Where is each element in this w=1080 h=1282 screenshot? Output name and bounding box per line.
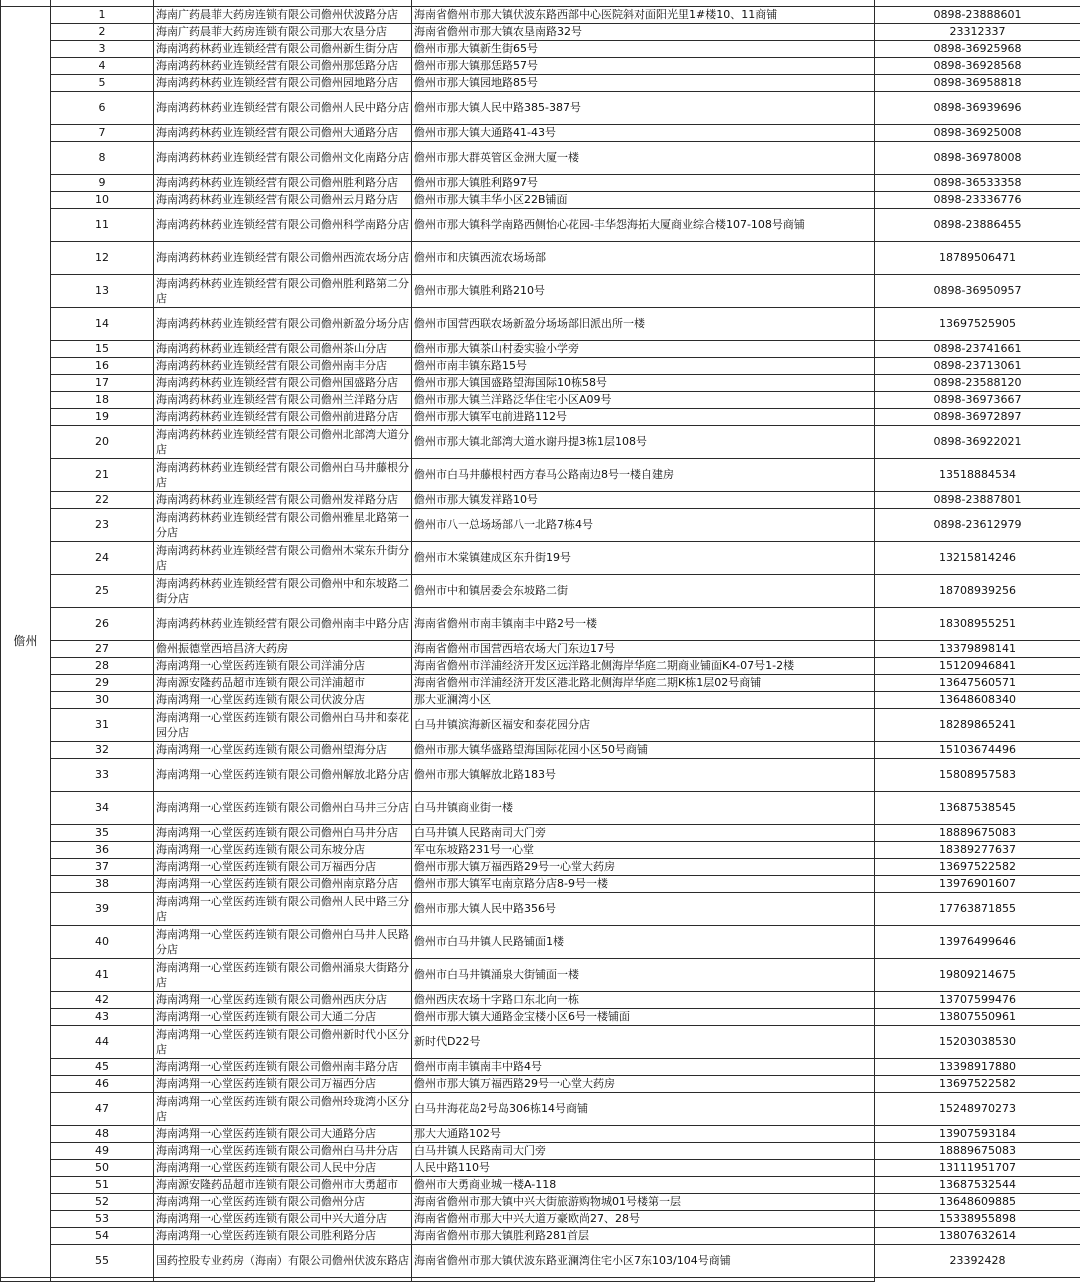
store-name-cell: 海南鸿翔一心堂医药连锁有限公司儋州望海分店 xyxy=(154,741,412,758)
store-name-cell: 海南广药晨菲大药房连锁有限公司儋州伏波路分店 xyxy=(154,6,412,23)
table-row xyxy=(1,925,1080,958)
store-number-cell: 37 xyxy=(51,858,154,875)
store-number-cell: 9 xyxy=(51,174,154,191)
store-address-cell: 儋州市那大镇解放北路183号 xyxy=(412,758,875,791)
store-phone-cell: 0898-36928568 xyxy=(875,57,1080,74)
table-row xyxy=(1,374,1080,391)
store-address-cell: 人民中路110号 xyxy=(412,1159,875,1176)
table-row xyxy=(1,991,1080,1008)
store-number-cell: 42 xyxy=(51,991,154,1008)
store-address-cell: 儋州市那大镇茶山村委实验小学旁 xyxy=(412,340,875,357)
store-phone-cell: 13697525905 xyxy=(875,307,1080,340)
table-row xyxy=(1,758,1080,791)
table-row xyxy=(1,541,1080,574)
store-number-cell: 4 xyxy=(51,57,154,74)
store-phone-cell: 13907593184 xyxy=(875,1125,1080,1142)
store-address-cell: 海南省儋州市洋浦经济开发区港北路北侧海岸华庭二期K栋1层02号商铺 xyxy=(412,674,875,691)
store-name-cell: 海南鸿翔一心堂医药连锁有限公司万福西分店 xyxy=(154,1075,412,1092)
store-phone-cell: 0898-36973667 xyxy=(875,391,1080,408)
table-row xyxy=(1,1142,1080,1159)
store-phone-cell: 13111951707 xyxy=(875,1159,1080,1176)
store-address-cell: 海南省儋州市那大镇伏波东路西部中心医院斜对面阳光里1#楼10、11商铺 xyxy=(412,6,875,23)
store-name-cell: 海南鸿翔一心堂医药连锁有限公司儋州白马井分店 xyxy=(154,1142,412,1159)
store-address-cell: 儋州市那大镇新生街65号 xyxy=(412,40,875,57)
store-name-cell: 海南鸿药林药业连锁经营有限公司儋州兰洋路分店 xyxy=(154,391,412,408)
store-address-cell: 海南省儋州市南丰镇南丰中路2号一楼 xyxy=(412,607,875,640)
table-row xyxy=(1,841,1080,858)
table-row xyxy=(1,858,1080,875)
store-phone-cell: 0898-23888601 xyxy=(875,6,1080,23)
store-phone-cell: 13215814246 xyxy=(875,541,1080,574)
table-row xyxy=(1,657,1080,674)
store-address-cell: 儋州市那大镇军屯南京路分店8-9号一楼 xyxy=(412,875,875,892)
empty-cell xyxy=(154,1277,412,1281)
store-phone-cell: 0898-23886455 xyxy=(875,208,1080,241)
table-row xyxy=(1,1092,1080,1125)
store-name-cell: 海南鸿药林药业连锁经营有限公司儋州前进路分店 xyxy=(154,408,412,425)
table-row xyxy=(1,408,1080,425)
store-phone-cell: 13707599476 xyxy=(875,991,1080,1008)
store-number-cell: 5 xyxy=(51,74,154,91)
table-row-bottom-cut xyxy=(1,1277,1080,1281)
table-row xyxy=(1,458,1080,491)
store-number-cell: 15 xyxy=(51,340,154,357)
store-name-cell: 海南鸿翔一心堂医药连锁有限公司儋州玲珑湾小区分店 xyxy=(154,1092,412,1125)
store-number-cell: 8 xyxy=(51,141,154,174)
store-name-cell: 海南鸿药林药业连锁经营有限公司儋州新盈分场分店 xyxy=(154,307,412,340)
store-phone-cell: 15808957583 xyxy=(875,758,1080,791)
store-number-cell: 13 xyxy=(51,274,154,307)
store-number-cell: 33 xyxy=(51,758,154,791)
store-number-cell: 44 xyxy=(51,1025,154,1058)
table-row xyxy=(1,124,1080,141)
store-phone-cell: 18889675083 xyxy=(875,824,1080,841)
store-number-cell: 29 xyxy=(51,674,154,691)
store-name-cell: 海南鸿翔一心堂医药连锁有限公司儋州新时代小区分店 xyxy=(154,1025,412,1058)
store-address-cell: 儋州市和庆镇西流农场场部 xyxy=(412,241,875,274)
store-number-cell: 12 xyxy=(51,241,154,274)
store-name-cell: 海南鸿翔一心堂医药连锁有限公司儋州白马井和泰花园分店 xyxy=(154,708,412,741)
store-address-cell: 儋州市白马井镇人民路铺面1楼 xyxy=(412,925,875,958)
store-name-cell: 儋州振德堂西培昌济大药房 xyxy=(154,640,412,657)
table-row xyxy=(1,1025,1080,1058)
store-number-cell: 55 xyxy=(51,1244,154,1277)
store-name-cell: 海南鸿翔一心堂医药连锁有限公司洋浦分店 xyxy=(154,657,412,674)
table-row xyxy=(1,174,1080,191)
store-name-cell: 海南鸿药林药业连锁经营有限公司儋州新生街分店 xyxy=(154,40,412,57)
store-address-cell: 海南省儋州市洋浦经济开发区远洋路北侧海岸华庭二期商业铺面K4-07号1-2楼 xyxy=(412,657,875,674)
table-row xyxy=(1,640,1080,657)
store-name-cell: 海南鸿翔一心堂医药连锁有限公司儋州分店 xyxy=(154,1193,412,1210)
store-number-cell: 49 xyxy=(51,1142,154,1159)
store-number-cell: 7 xyxy=(51,124,154,141)
store-number-cell: 2 xyxy=(51,23,154,40)
table-row xyxy=(1,674,1080,691)
store-name-cell: 海南鸿翔一心堂医药连锁有限公司大通路分店 xyxy=(154,1125,412,1142)
store-address-cell: 海南省儋州市国营西培农场大门东边17号 xyxy=(412,640,875,657)
store-phone-cell: 13697522582 xyxy=(875,1075,1080,1092)
store-number-cell: 38 xyxy=(51,875,154,892)
store-address-cell: 海南省儋州市那大镇中兴大街旅游购物城01号楼第一层 xyxy=(412,1193,875,1210)
store-phone-cell: 13648609885 xyxy=(875,1193,1080,1210)
store-number-cell: 27 xyxy=(51,640,154,657)
store-phone-cell: 13976499646 xyxy=(875,925,1080,958)
table-row xyxy=(1,307,1080,340)
store-number-cell: 14 xyxy=(51,307,154,340)
store-address-cell: 儋州市那大群英管区金洲大厦一楼 xyxy=(412,141,875,174)
store-phone-cell: 15338955898 xyxy=(875,1210,1080,1227)
store-address-cell: 儋州市那大镇万福西路29号一心堂大药房 xyxy=(412,858,875,875)
store-name-cell: 海南源安隆药品超市连锁有限公司洋浦超市 xyxy=(154,674,412,691)
table-row xyxy=(1,1008,1080,1025)
table-row xyxy=(1,875,1080,892)
store-phone-cell: 13398917880 xyxy=(875,1058,1080,1075)
store-phone-cell: 23392428 xyxy=(875,1244,1080,1277)
store-number-cell: 22 xyxy=(51,491,154,508)
store-number-cell: 16 xyxy=(51,357,154,374)
table-row xyxy=(1,391,1080,408)
store-address-cell: 儋州市八一总场场部八一北路7栋4号 xyxy=(412,508,875,541)
store-address-cell: 儋州市木棠镇建成区东升街19号 xyxy=(412,541,875,574)
store-phone-cell: 13518884534 xyxy=(875,458,1080,491)
store-name-cell: 海南鸿翔一心堂医药连锁有限公司儋州涌泉大街路分店 xyxy=(154,958,412,991)
store-address-cell: 海南省儋州市那大镇农垦南路32号 xyxy=(412,23,875,40)
store-name-cell: 海南鸿翔一心堂医药连锁有限公司儋州南京路分店 xyxy=(154,875,412,892)
table-row xyxy=(1,1125,1080,1142)
table-row xyxy=(1,607,1080,640)
store-phone-cell: 18789506471 xyxy=(875,241,1080,274)
store-phone-cell: 18889675083 xyxy=(875,1142,1080,1159)
store-number-cell: 52 xyxy=(51,1193,154,1210)
table-row xyxy=(1,574,1080,607)
store-phone-cell: 0898-23588120 xyxy=(875,374,1080,391)
store-address-cell: 儋州西庆农场十字路口东北向一栋 xyxy=(412,991,875,1008)
store-phone-cell: 0898-23612979 xyxy=(875,508,1080,541)
store-name-cell: 海南鸿药林药业连锁经营有限公司儋州文化南路分店 xyxy=(154,141,412,174)
store-name-cell: 海南鸿药林药业连锁经营有限公司儋州北部湾大道分店 xyxy=(154,425,412,458)
store-phone-cell: 0898-36950957 xyxy=(875,274,1080,307)
store-number-cell: 39 xyxy=(51,892,154,925)
store-number-cell: 34 xyxy=(51,791,154,824)
store-number-cell: 3 xyxy=(51,40,154,57)
store-address-cell: 儋州市国营西联农场新盈分场场部旧派出所一楼 xyxy=(412,307,875,340)
store-address-cell: 儋州市那大镇园地路85号 xyxy=(412,74,875,91)
table-row xyxy=(1,357,1080,374)
store-name-cell: 海南鸿药林药业连锁经营有限公司儋州大通路分店 xyxy=(154,124,412,141)
store-number-cell: 10 xyxy=(51,191,154,208)
empty-cell xyxy=(412,1277,875,1281)
store-phone-cell: 0898-36972897 xyxy=(875,408,1080,425)
table-row xyxy=(1,892,1080,925)
store-phone-cell: 18389277637 xyxy=(875,841,1080,858)
table-row xyxy=(1,191,1080,208)
store-number-cell: 43 xyxy=(51,1008,154,1025)
table-row xyxy=(1,1075,1080,1092)
store-phone-cell: 13807550961 xyxy=(875,1008,1080,1025)
store-phone-cell: 13976901607 xyxy=(875,875,1080,892)
table-row xyxy=(1,208,1080,241)
table-row xyxy=(1,1159,1080,1176)
store-address-cell: 那大亚澜湾小区 xyxy=(412,691,875,708)
table-row xyxy=(1,241,1080,274)
store-number-cell: 47 xyxy=(51,1092,154,1125)
store-phone-cell: 15203038530 xyxy=(875,1025,1080,1058)
store-name-cell: 海南鸿翔一心堂医药连锁有限公司胜利路分店 xyxy=(154,1227,412,1244)
store-phone-cell: 15248970273 xyxy=(875,1092,1080,1125)
store-name-cell: 海南鸿药林药业连锁经营有限公司儋州木棠东升街分店 xyxy=(154,541,412,574)
store-name-cell: 海南鸿翔一心堂医药连锁有限公司儋州解放北路分店 xyxy=(154,758,412,791)
table-row xyxy=(1,1058,1080,1075)
store-name-cell: 海南鸿翔一心堂医药连锁有限公司伏波分店 xyxy=(154,691,412,708)
store-phone-cell: 13379898141 xyxy=(875,640,1080,657)
store-address-cell: 儋州市那大镇华盛路望海国际花园小区50号商铺 xyxy=(412,741,875,758)
store-address-cell: 儋州市那大镇胜利路97号 xyxy=(412,174,875,191)
store-phone-cell: 0898-23336776 xyxy=(875,191,1080,208)
store-name-cell: 海南鸿翔一心堂医药连锁有限公司人民中分店 xyxy=(154,1159,412,1176)
store-phone-cell: 13697522582 xyxy=(875,858,1080,875)
table-row xyxy=(1,1227,1080,1244)
store-name-cell: 海南鸿翔一心堂医药连锁有限公司儋州白马井三分店 xyxy=(154,791,412,824)
store-address-cell: 儋州市那大镇那恁路57号 xyxy=(412,57,875,74)
store-number-cell: 28 xyxy=(51,657,154,674)
store-phone-cell: 13807632614 xyxy=(875,1227,1080,1244)
store-name-cell: 海南鸿药林药业连锁经营有限公司儋州胜利路第二分店 xyxy=(154,274,412,307)
store-address-cell: 儋州市大勇商业城一楼A-118 xyxy=(412,1176,875,1193)
store-address-cell: 那大大通路102号 xyxy=(412,1125,875,1142)
store-number-cell: 54 xyxy=(51,1227,154,1244)
table-row xyxy=(1,791,1080,824)
store-name-cell: 海南鸿药林药业连锁经营有限公司儋州白马井藤根分店 xyxy=(154,458,412,491)
store-phone-cell: 0898-23741661 xyxy=(875,340,1080,357)
store-address-cell: 儋州市那大镇大通路金宝楼小区6号一楼铺面 xyxy=(412,1008,875,1025)
table-row xyxy=(1,141,1080,174)
store-name-cell: 海南鸿翔一心堂医药连锁有限公司儋州白马井人民路分店 xyxy=(154,925,412,958)
store-address-cell: 军屯东坡路231号一心堂 xyxy=(412,841,875,858)
store-address-cell: 白马井海花岛2号岛306栋14号商铺 xyxy=(412,1092,875,1125)
store-address-cell: 儋州市那大镇胜利路210号 xyxy=(412,274,875,307)
store-phone-cell: 23312337 xyxy=(875,23,1080,40)
store-number-cell: 20 xyxy=(51,425,154,458)
store-number-cell: 46 xyxy=(51,1075,154,1092)
store-address-cell: 儋州市南丰镇南丰中路4号 xyxy=(412,1058,875,1075)
empty-cell xyxy=(1,1277,51,1281)
store-address-cell: 儋州市南丰镇东路15号 xyxy=(412,357,875,374)
store-name-cell: 海南鸿翔一心堂医药连锁有限公司儋州西庆分店 xyxy=(154,991,412,1008)
store-address-cell: 海南省儋州市那大中兴大道万豪欧尚27、28号 xyxy=(412,1210,875,1227)
store-number-cell: 26 xyxy=(51,607,154,640)
store-number-cell: 53 xyxy=(51,1210,154,1227)
store-phone-cell: 0898-23887801 xyxy=(875,491,1080,508)
store-address-cell: 儋州市那大镇人民中路385-387号 xyxy=(412,91,875,124)
store-number-cell: 25 xyxy=(51,574,154,607)
store-name-cell: 海南鸿药林药业连锁经营有限公司儋州人民中路分店 xyxy=(154,91,412,124)
store-phone-cell: 0898-36922021 xyxy=(875,425,1080,458)
store-number-cell: 24 xyxy=(51,541,154,574)
store-name-cell: 海南鸿药林药业连锁经营有限公司儋州云月路分店 xyxy=(154,191,412,208)
store-name-cell: 海南鸿药林药业连锁经营有限公司儋州科学南路分店 xyxy=(154,208,412,241)
store-phone-cell: 15120946841 xyxy=(875,657,1080,674)
store-name-cell: 海南广药晨菲大药房连锁有限公司那大农垦分店 xyxy=(154,23,412,40)
table-row xyxy=(1,23,1080,40)
store-phone-cell: 13687532544 xyxy=(875,1176,1080,1193)
store-number-cell: 17 xyxy=(51,374,154,391)
store-address-cell: 儋州市白马井藤根村西方春马公路南边8号一楼自建房 xyxy=(412,458,875,491)
store-address-cell: 儋州市中和镇居委会东坡路二街 xyxy=(412,574,875,607)
store-address-cell: 儋州市那大镇丰华小区22B铺面 xyxy=(412,191,875,208)
table-row xyxy=(1,741,1080,758)
store-phone-cell: 13647560571 xyxy=(875,674,1080,691)
store-name-cell: 海南鸿药林药业连锁经营有限公司儋州发祥路分店 xyxy=(154,491,412,508)
store-address-cell: 儋州市那大镇万福西路29号一心堂大药房 xyxy=(412,1075,875,1092)
store-number-cell: 18 xyxy=(51,391,154,408)
store-name-cell: 海南鸿翔一心堂医药连锁有限公司东坡分店 xyxy=(154,841,412,858)
table-row xyxy=(1,708,1080,741)
store-phone-cell: 0898-36978008 xyxy=(875,141,1080,174)
store-address-cell: 儋州市那大镇国盛路望海国际10栋58号 xyxy=(412,374,875,391)
store-phone-cell: 0898-36958818 xyxy=(875,74,1080,91)
store-number-cell: 19 xyxy=(51,408,154,425)
store-address-cell: 儋州市那大镇北部湾大道水谢丹提3栋1层108号 xyxy=(412,425,875,458)
store-phone-cell: 15103674496 xyxy=(875,741,1080,758)
store-name-cell: 国药控股专业药房（海南）有限公司儋州伏波东路店 xyxy=(154,1244,412,1277)
store-address-cell: 儋州市那大镇军屯前进路112号 xyxy=(412,408,875,425)
store-name-cell: 海南鸿翔一心堂医药连锁有限公司大通二分店 xyxy=(154,1008,412,1025)
table-row xyxy=(1,57,1080,74)
store-number-cell: 45 xyxy=(51,1058,154,1075)
store-number-cell: 41 xyxy=(51,958,154,991)
table-row xyxy=(1,40,1080,57)
store-number-cell: 35 xyxy=(51,824,154,841)
table-row xyxy=(1,425,1080,458)
store-number-cell: 6 xyxy=(51,91,154,124)
store-address-cell: 白马井镇商业街一楼 xyxy=(412,791,875,824)
store-name-cell: 海南鸿药林药业连锁经营有限公司儋州中和东坡路二街分店 xyxy=(154,574,412,607)
store-number-cell: 21 xyxy=(51,458,154,491)
store-address-cell: 海南省儋州市那大镇胜利路281首层 xyxy=(412,1227,875,1244)
store-address-cell: 儋州市那大镇人民中路356号 xyxy=(412,892,875,925)
store-address-cell: 白马井镇人民路南司大门旁 xyxy=(412,824,875,841)
empty-cell xyxy=(51,1277,154,1281)
table-row xyxy=(1,74,1080,91)
store-name-cell: 海南鸿药林药业连锁经营有限公司儋州南丰分店 xyxy=(154,357,412,374)
region-cell: 儋州 xyxy=(1,6,51,1277)
table-row xyxy=(1,508,1080,541)
table-row xyxy=(1,958,1080,991)
table-row xyxy=(1,1210,1080,1227)
store-name-cell: 海南鸿翔一心堂医药连锁有限公司儋州白马井分店 xyxy=(154,824,412,841)
store-name-cell: 海南鸿药林药业连锁经营有限公司儋州园地路分店 xyxy=(154,74,412,91)
store-name-cell: 海南鸿药林药业连锁经营有限公司儋州那恁路分店 xyxy=(154,57,412,74)
store-phone-cell: 13687538545 xyxy=(875,791,1080,824)
table-row xyxy=(1,6,1080,23)
store-phone-cell: 0898-36939696 xyxy=(875,91,1080,124)
store-name-cell: 海南鸿药林药业连锁经营有限公司儋州国盛路分店 xyxy=(154,374,412,391)
table-row xyxy=(1,491,1080,508)
store-name-cell: 海南鸿药林药业连锁经营有限公司儋州胜利路分店 xyxy=(154,174,412,191)
store-name-cell: 海南鸿翔一心堂医药连锁有限公司儋州南丰路分店 xyxy=(154,1058,412,1075)
store-number-cell: 48 xyxy=(51,1125,154,1142)
store-name-cell: 海南鸿药林药业连锁经营有限公司儋州雅星北路第一分店 xyxy=(154,508,412,541)
table-row xyxy=(1,824,1080,841)
store-number-cell: 11 xyxy=(51,208,154,241)
store-number-cell: 32 xyxy=(51,741,154,758)
store-number-cell: 50 xyxy=(51,1159,154,1176)
store-number-cell: 40 xyxy=(51,925,154,958)
store-address-cell: 白马井镇滨海新区福安和泰花园分店 xyxy=(412,708,875,741)
store-number-cell: 51 xyxy=(51,1176,154,1193)
store-number-cell: 31 xyxy=(51,708,154,741)
store-number-cell: 23 xyxy=(51,508,154,541)
store-address-cell: 儋州市白马井镇涌泉大街铺面一楼 xyxy=(412,958,875,991)
store-address-cell: 海南省儋州市那大镇伏波东路亚澜湾住宅小区7东103/104号商铺 xyxy=(412,1244,875,1277)
store-phone-cell: 18708939256 xyxy=(875,574,1080,607)
store-phone-cell: 0898-36925008 xyxy=(875,124,1080,141)
store-address-cell: 白马井镇人民路南司大门旁 xyxy=(412,1142,875,1159)
store-name-cell: 海南鸿翔一心堂医药连锁有限公司万福西分店 xyxy=(154,858,412,875)
table-body xyxy=(1,0,1080,1281)
table-row xyxy=(1,1244,1080,1277)
store-phone-cell: 17763871855 xyxy=(875,892,1080,925)
store-name-cell: 海南鸿翔一心堂医药连锁有限公司儋州人民中路三分店 xyxy=(154,892,412,925)
table-row xyxy=(1,1193,1080,1210)
store-address-cell: 新时代D22号 xyxy=(412,1025,875,1058)
table-row xyxy=(1,1176,1080,1193)
store-phone-cell: 0898-36925968 xyxy=(875,40,1080,57)
table-row xyxy=(1,274,1080,307)
store-phone-cell: 0898-36533358 xyxy=(875,174,1080,191)
store-phone-cell: 18289865241 xyxy=(875,708,1080,741)
store-name-cell: 海南源安隆药品超市连锁有限公司儋州市大勇超市 xyxy=(154,1176,412,1193)
table-row xyxy=(1,91,1080,124)
store-phone-cell: 13648608340 xyxy=(875,691,1080,708)
store-name-cell: 海南鸿药林药业连锁经营有限公司儋州南丰中路分店 xyxy=(154,607,412,640)
table-row xyxy=(1,340,1080,357)
store-number-cell: 36 xyxy=(51,841,154,858)
store-name-cell: 海南鸿翔一心堂医药连锁有限公司中兴大道分店 xyxy=(154,1210,412,1227)
store-phone-cell: 18308955251 xyxy=(875,607,1080,640)
store-number-cell: 30 xyxy=(51,691,154,708)
store-name-cell: 海南鸿药林药业连锁经营有限公司儋州茶山分店 xyxy=(154,340,412,357)
table-row xyxy=(1,691,1080,708)
store-name-cell: 海南鸿药林药业连锁经营有限公司儋州西流农场分店 xyxy=(154,241,412,274)
store-phone-cell: 0898-23713061 xyxy=(875,357,1080,374)
store-address-cell: 儋州市那大镇科学南路西侧怡心花园-丰华怨海拓大厦商业综合楼107-108号商铺 xyxy=(412,208,875,241)
store-address-cell: 儋州市那大镇发祥路10号 xyxy=(412,491,875,508)
store-number-cell: 1 xyxy=(51,6,154,23)
store-address-cell: 儋州市那大镇大通路41-43号 xyxy=(412,124,875,141)
store-address-cell: 儋州市那大镇兰洋路泛华住宅小区A09号 xyxy=(412,391,875,408)
store-phone-cell: 19809214675 xyxy=(875,958,1080,991)
